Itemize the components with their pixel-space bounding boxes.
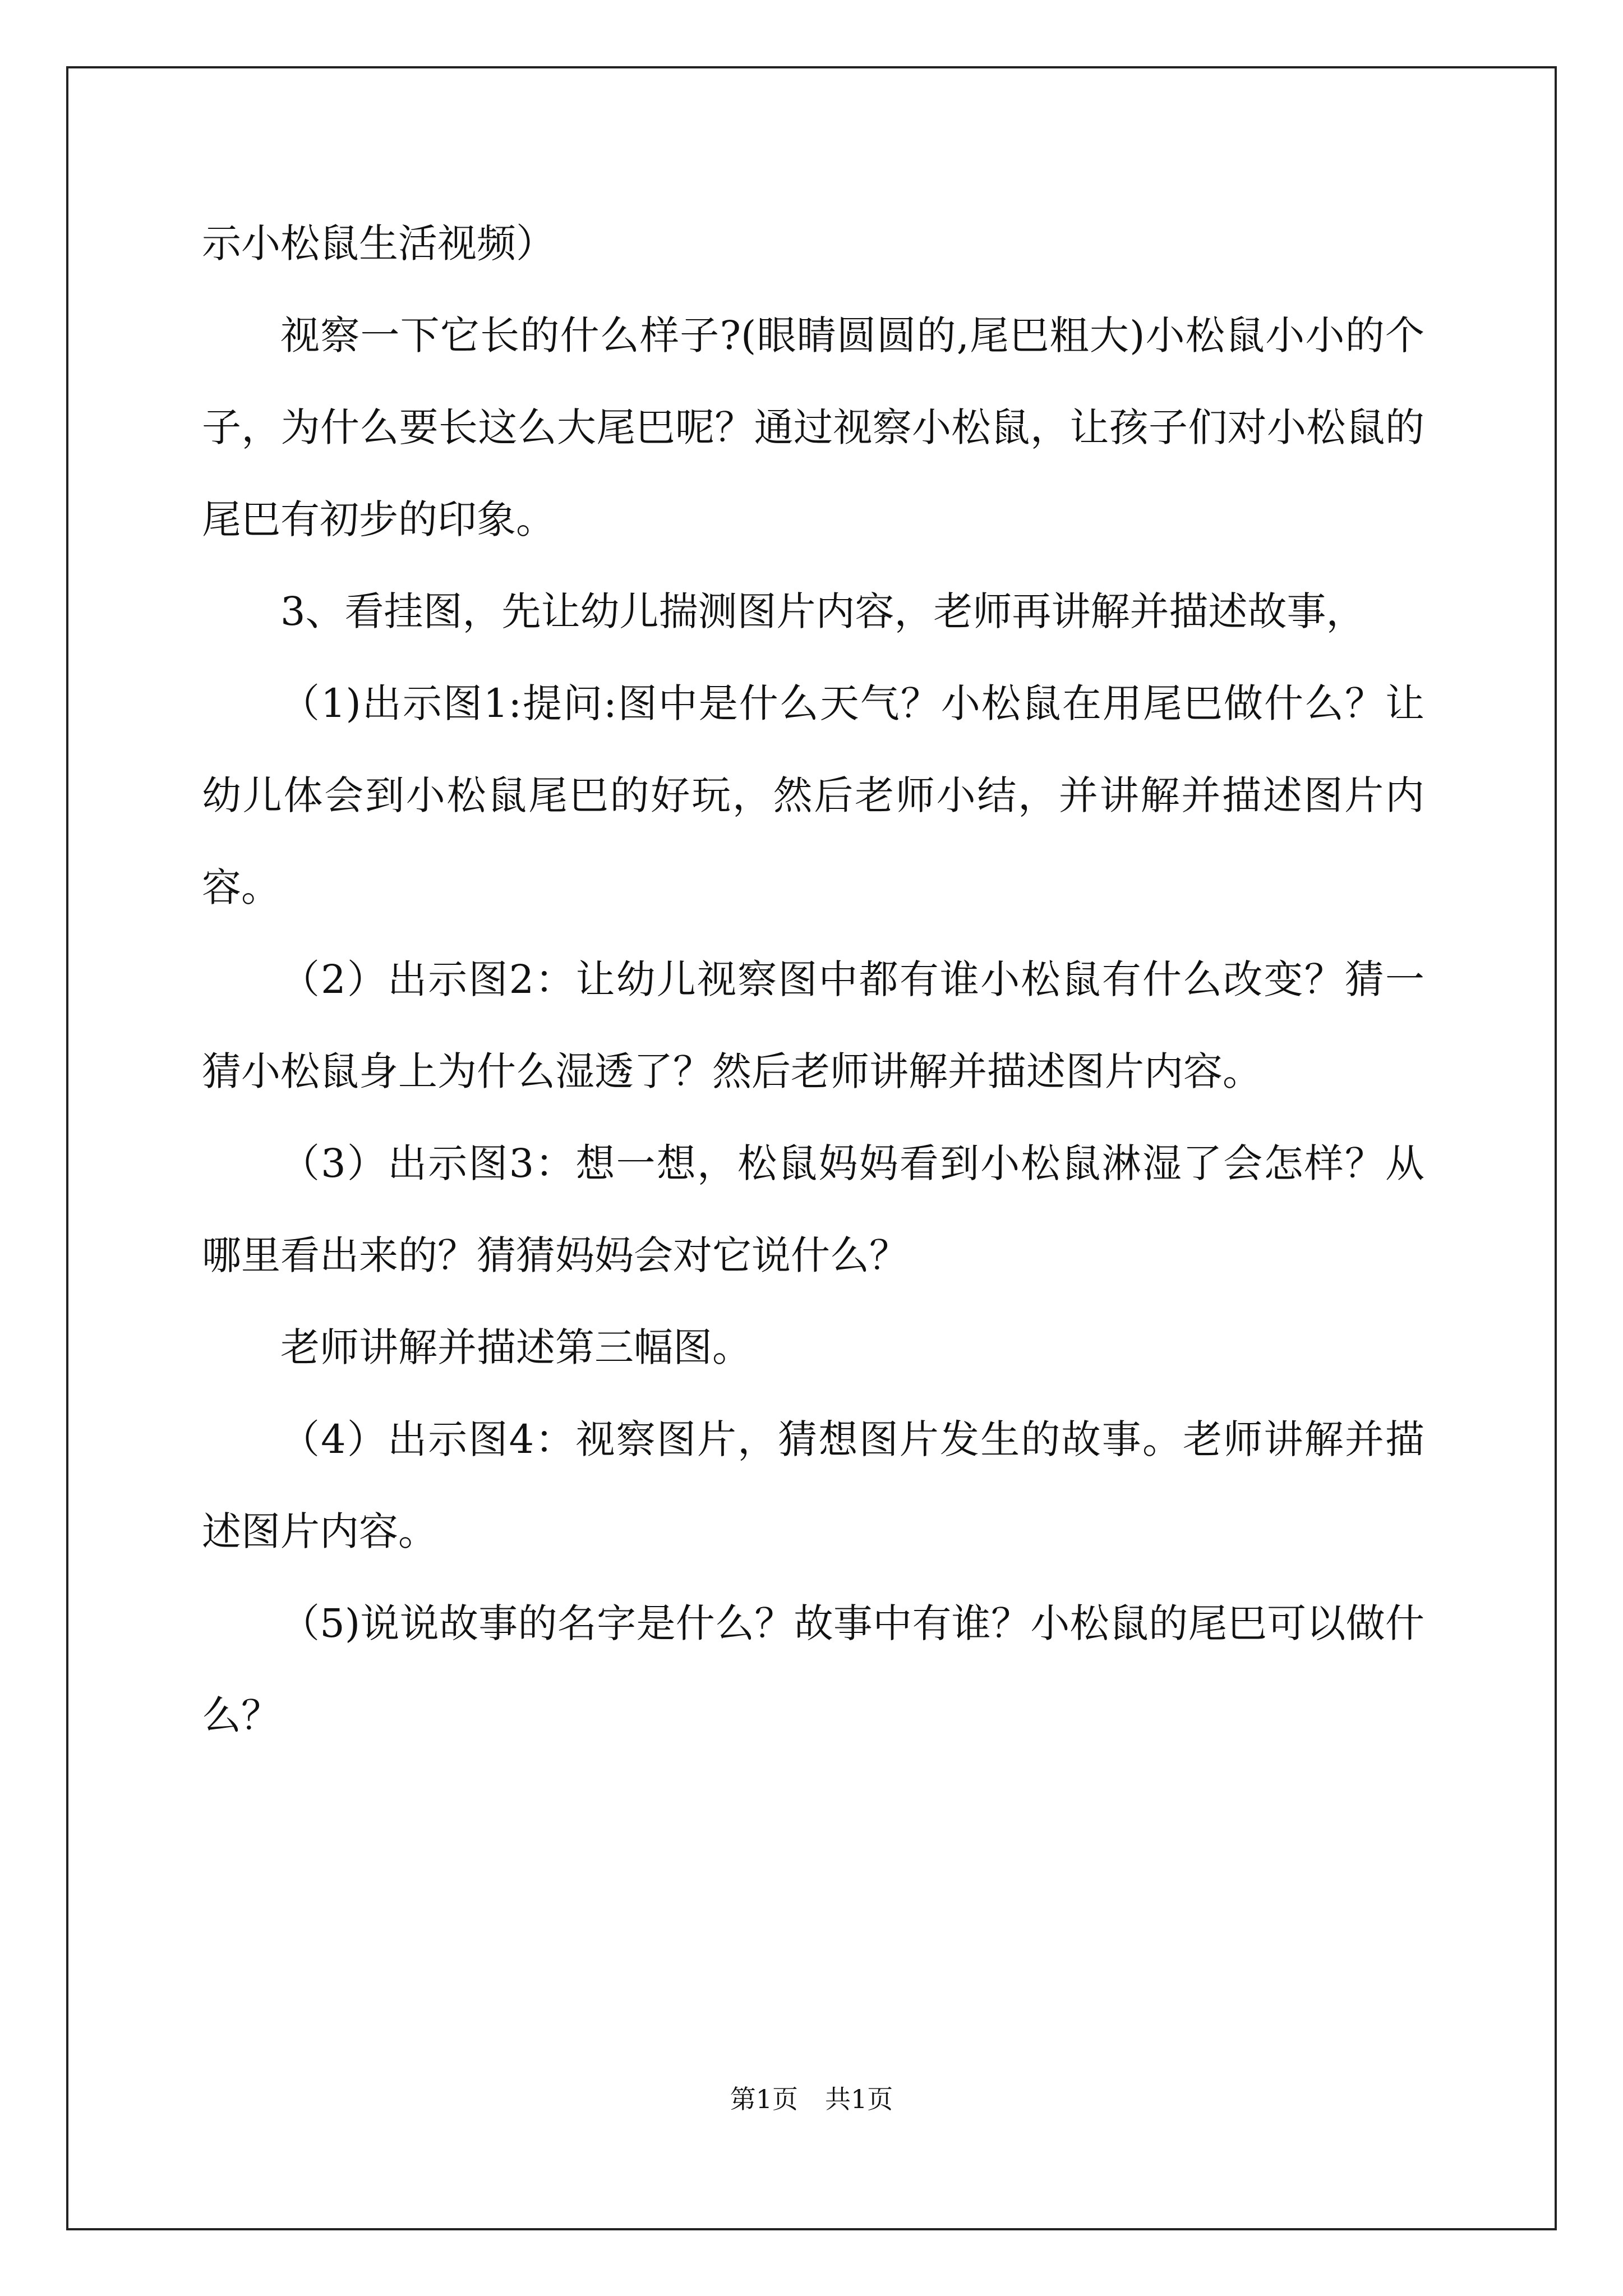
paragraph-continuation: 示小松鼠生活视频） <box>202 220 555 266</box>
paragraph-picture-3: （3）出示图3：想一想，松鼠妈妈看到小松鼠淋湿了会怎样？从哪里看出来的？猜猜妈妈会对它说什么？ <box>202 1140 1424 1278</box>
paragraph-picture-2: （2）出示图2：让幼儿视察图中都有谁小松鼠有什么改变？猜一猜小松鼠身上为什么湿透了？然后老师讲解并描述图片内容。 <box>202 956 1424 1094</box>
page-number-current: 第1页 <box>730 2084 798 2114</box>
paragraph-step-3: 3、看挂图，先让幼儿揣测图片内容，老师再讲解并描述故事， <box>280 588 1366 634</box>
paragraph-picture-4: （4）出示图4：视察图片，猜想图片发生的故事。老师讲解并描述图片内容。 <box>202 1416 1424 1554</box>
page-number-total: 共1页 <box>825 2084 893 2114</box>
paragraph-observe: 视察一下它长的什么样子?(眼睛圆圆的,尾巴粗大)小松鼠小小的个子，为什么要长这么大尾巴呢？通过视察小松鼠，让孩子们对小松鼠的尾巴有初步的印象。 <box>202 312 1424 542</box>
paragraph-picture-3-summary: 老师讲解并描述第三幅图。 <box>280 1324 751 1370</box>
paragraph-story-name: （5)说说故事的名字是什么？故事中有谁？小松鼠的尾巴可以做什么？ <box>202 1600 1424 1738</box>
paragraph-picture-1: （1)出示图1:提问:图中是什么天气？小松鼠在用尾巴做什么？让幼儿体会到小松鼠尾巴的好玩，然后老师小结，并讲解并描述图片内容。 <box>202 680 1424 910</box>
document-body <box>202 197 1424 1761</box>
page-footer <box>0 2082 1623 2116</box>
